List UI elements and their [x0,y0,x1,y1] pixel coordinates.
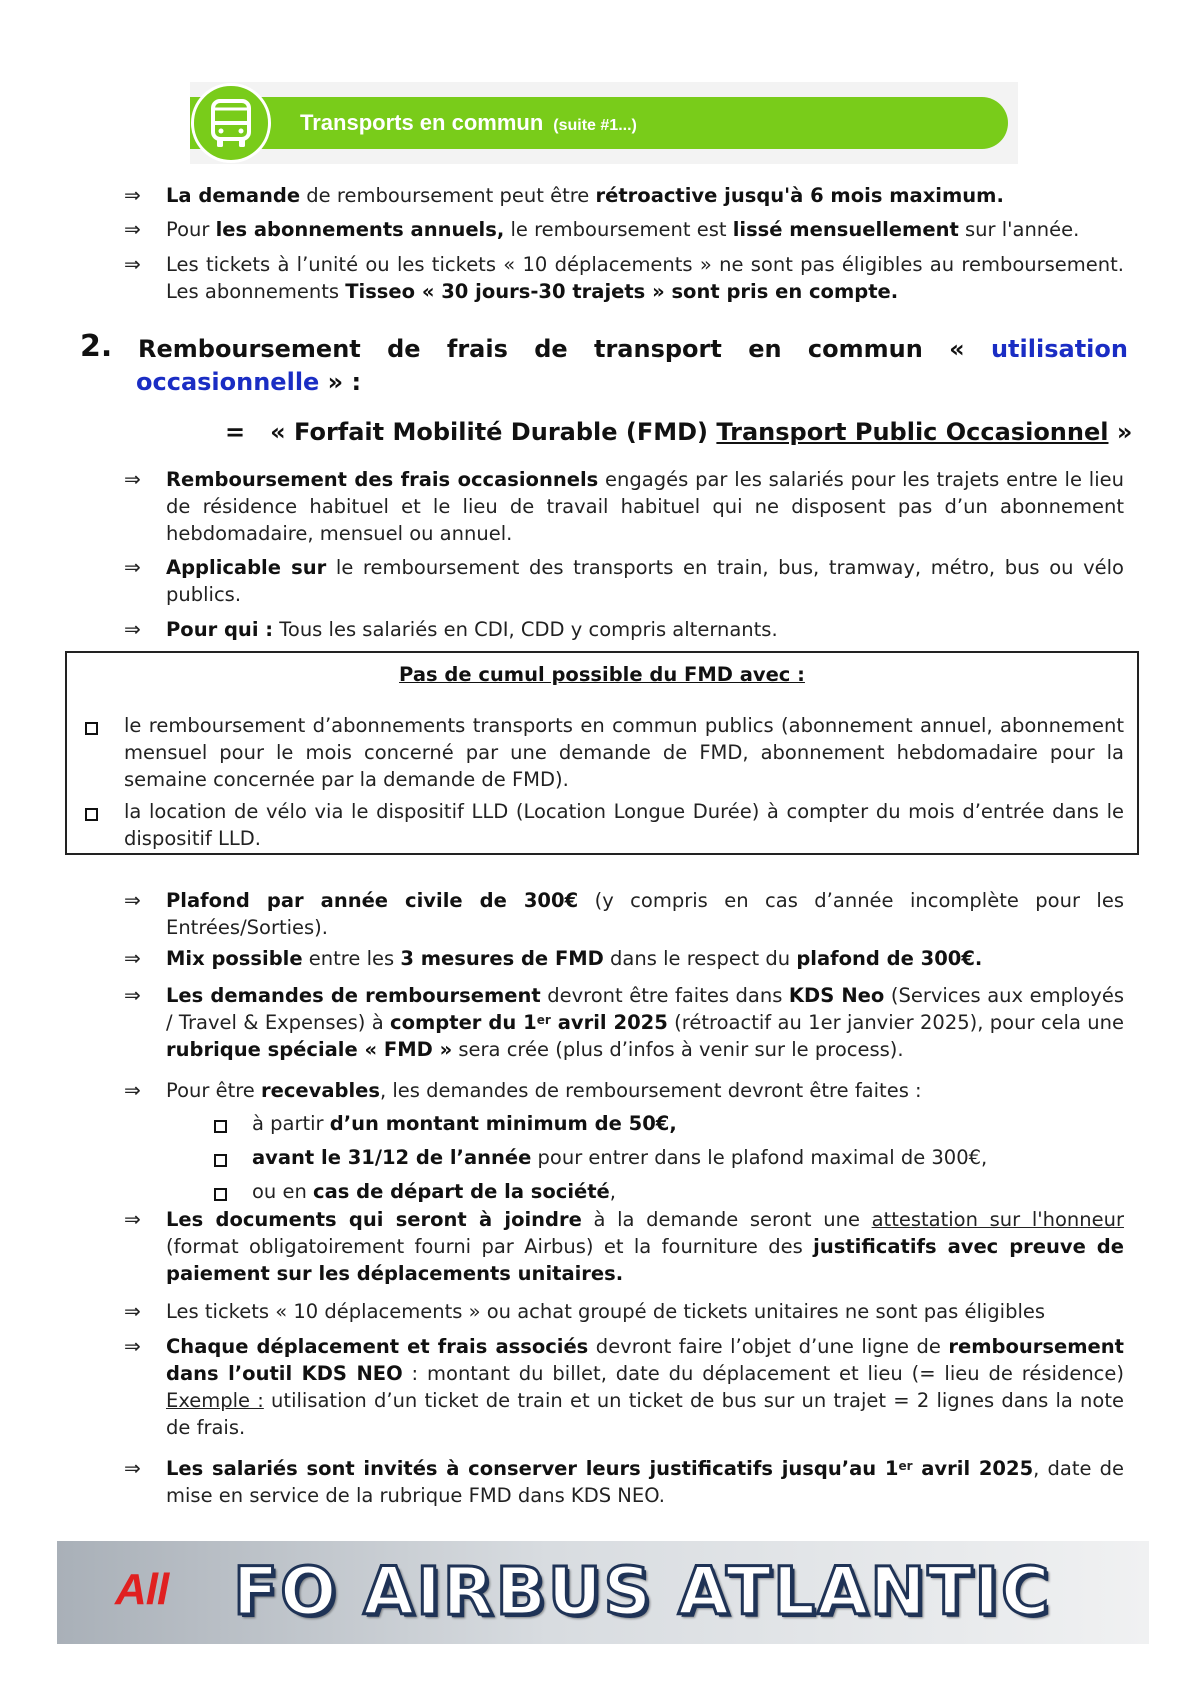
bullet-item [124,1298,1124,1325]
text-segment: Chaque déplacement et frais associés [166,1335,589,1358]
bullet-text [166,1077,1124,1104]
subrule-text [252,1110,1112,1137]
section-title-blue-2: occasionnelle [136,368,320,396]
text-segment: er [898,1459,913,1473]
arrow-bullet-icon: ⇒ [124,217,141,241]
bus-icon-badge [191,83,271,163]
text-segment: les abonnements annuels, [215,218,505,241]
section-title-word: en [748,335,782,363]
text-segment: rubrique spéciale « FMD » [166,1038,453,1061]
bullet-text [166,251,1124,305]
footer-all-logo: All [115,1565,169,1614]
checkbox-icon [85,808,98,821]
section-title-blue-1: utilisation [990,335,1128,363]
text-segment: avril 2025 [912,1457,1034,1480]
bullet-text [166,182,1124,209]
text-segment: Applicable sur [166,556,327,579]
arrow-bullet-icon: ⇒ [124,467,141,491]
text-segment: Plafond par année civile de 300€ [166,889,579,912]
text-segment: La demande [166,184,301,207]
bullet-text [166,616,1124,643]
section-title [138,333,1128,399]
text-segment: (Services aux employés / Travel & Expenses) à [166,984,1124,1034]
text-segment: Pour être [166,1079,261,1102]
bullet-text [166,466,1124,547]
text-segment: à partir [252,1112,330,1135]
bullet-text [166,1206,1124,1287]
text-segment: (format obligatoirement fourni par Airbus) et la fourniture des [166,1235,814,1258]
text-segment: 3 mesures de FMD [400,947,604,970]
checkbox-icon [214,1120,227,1133]
text-segment: Les demandes de remboursement [166,984,541,1007]
text-segment: recevables [261,1079,380,1102]
text-segment: Mix possible [166,947,303,970]
bullet-item [124,182,1124,209]
bullet-text [166,945,1124,972]
bullet-text [166,1455,1124,1509]
banner-subtitle: (suite #1...) [553,117,637,134]
bullet-item [124,251,1124,305]
text-segment: utilisation d’un ticket de train et un ticket de bus sur un trajet = 2 lignes dans la note de frais. [166,1389,1124,1439]
checkbox-icon [85,722,98,735]
text-segment: justificatifs avec preuve de paiement sur les déplacements unitaires. [166,1235,1124,1285]
text-segment: plafond de 300€. [796,947,983,970]
text-segment: dans le respect du [603,947,797,970]
arrow-bullet-icon: ⇒ [124,183,141,207]
bullet-item [124,554,1124,608]
text-segment: cas de départ de la société [313,1180,610,1203]
text-segment: devront être faites dans [540,984,789,1007]
text-segment: er [536,1013,551,1027]
text-segment: à la demande seront une [581,1208,872,1231]
arrow-bullet-icon: ⇒ [124,946,141,970]
arrow-bullet-icon: ⇒ [124,1207,141,1231]
text-segment: Tous les salariés en CDI, CDD y compris alternants. [273,618,778,641]
text-segment: Remboursement des frais occasionnels [166,468,599,491]
text-segment: Les documents qui seront à joindre [166,1208,582,1231]
text-segment: attestation sur l'honneur [871,1208,1124,1231]
subrule-text [252,1178,1112,1205]
text-segment: remboursement dans l’outil KDS NEO [166,1335,1124,1385]
bullet-text [166,216,1124,243]
arrow-bullet-icon: ⇒ [124,1456,141,1480]
arrow-bullet-icon: ⇒ [124,1299,141,1323]
text-segment: engagés par les salariés pour les trajets entre le lieu de résidence habituel et le lieu de travail habituel qui ne disposent pas d’un abonnement hebdomadaire, mensuel ou annuel. [166,468,1124,545]
section-title-line-1 [138,333,1128,366]
arrow-bullet-icon: ⇒ [124,1078,141,1102]
box-item: le remboursement d’abonnements transports en commun publics (abonnement annuel, abonnement mensuel pour le mois concerné par une demande de FMD, abonnement hebdomadaire pour la semaine concernée par la demande de FMD). [124,714,1124,791]
section-title-word: « [949,335,965,363]
text-segment: : montant du billet, date du déplacement et lieu (= lieu de résidence) [402,1362,1125,1385]
bullet-item [124,1333,1124,1441]
fmd-underlined: Transport Public Occasionnel [716,418,1109,446]
text-segment: compter du 1 [390,1011,537,1034]
text-segment: avril 2025 [550,1011,668,1034]
bullet-item [124,945,1124,972]
bullet-item [124,982,1124,1063]
footer-banner [57,1541,1149,1644]
text-segment: (rétroactif au 1er janvier 2025), pour cela une [667,1011,1125,1034]
text-segment: Tisseo « 30 jours-30 trajets » sont pris en compte. [345,280,899,303]
bullet-text [166,1333,1124,1441]
arrow-bullet-icon: ⇒ [124,1334,141,1358]
section-number: 2. [80,329,113,364]
section-title-word: de [534,335,568,363]
text-segment: devront faire l’objet d’une ligne de [588,1335,949,1358]
subrule-text [252,1144,1112,1171]
bullet-item [124,1077,1124,1104]
text-segment: (y compris en cas d’année incomplète pour les Entrées/Sorties). [166,889,1124,939]
text-segment: sur l'année. [958,218,1080,241]
arrow-bullet-icon: ⇒ [124,555,141,579]
bullet-item [124,616,1124,643]
text-segment: Les tickets « 10 déplacements » ou achat groupé de tickets unitaires ne sont pas éligibles [166,1300,1046,1323]
text-segment: Pour [166,218,216,241]
text-segment: rétroactive jusqu'à 6 mois maximum. [595,184,1004,207]
text-segment: de remboursement peut être [300,184,596,207]
arrow-bullet-icon: ⇒ [124,617,141,641]
text-segment: Exemple : [166,1389,264,1412]
arrow-bullet-icon: ⇒ [124,983,141,1007]
fmd-suffix: » [1108,418,1133,446]
section-title-end: » : [319,368,362,396]
text-segment: , les demandes de remboursement devront être faites : [379,1079,922,1102]
text-segment: , [609,1180,616,1203]
bullet-item [124,1455,1124,1509]
arrow-bullet-icon: ⇒ [124,252,141,276]
bullet-item [124,466,1124,547]
section-title-word: Remboursement [138,335,361,363]
bus-icon [208,98,254,150]
section-title-line-2 [136,366,1128,399]
text-segment: sera crée (plus d’infos à venir sur le process). [452,1038,904,1061]
text-segment: entre les [302,947,401,970]
section-title-word: commun [807,335,923,363]
bullet-item [124,216,1124,243]
section-title-word: de [387,335,421,363]
bullet-text [166,554,1124,608]
box-item: la location de vélo via le dispositif LLD (Location Longue Durée) à compter du mois d’entrée dans le dispositif LLD. [124,800,1124,850]
bullet-text [166,982,1124,1063]
text-segment: avant le 31/12 de l’année [252,1146,532,1169]
text-segment: KDS Neo [788,984,885,1007]
text-segment: , date de mise en service de la rubrique FMD dans KDS NEO. [166,1457,1124,1507]
fmd-prefix: = « Forfait Mobilité Durable (FMD) [225,418,717,446]
text-segment: ou en [252,1180,314,1203]
arrow-bullet-icon: ⇒ [124,888,141,912]
bullet-item [124,887,1124,941]
bullet-text [166,1298,1124,1325]
checkbox-icon [214,1188,227,1201]
bullet-text [166,887,1124,941]
section-banner [190,82,1018,164]
box-title: Pas de cumul possible du FMD avec : [399,663,805,686]
text-segment: pour entrer dans le plafond maximal de 300€, [531,1146,988,1169]
footer-brand: FO AIRBUS ATLANTIC [233,1553,1052,1630]
section-title-word: frais [446,335,508,363]
text-segment: le remboursement est [504,218,733,241]
text-segment: Pour qui : [166,618,274,641]
text-segment: le remboursement des transports en train, bus, tramway, métro, bus ou vélo publics. [166,556,1124,606]
checkbox-icon [214,1154,227,1167]
bullet-item [124,1206,1124,1287]
text-segment: lissé mensuellement [732,218,959,241]
section-title-word: transport [594,335,722,363]
fmd-subtitle [225,418,1132,446]
text-segment: Les tickets à l’unité ou les tickets « 10 déplacements » ne sont pas éligibles au remboursement. Les abonnements [166,253,1124,303]
banner-title: Transports en commun (suite #1...) [300,110,637,135]
text-segment: d’un montant minimum de 50€, [329,1112,677,1135]
text-segment: Les salariés sont invités à conserver leurs justificatifs jusqu’au 1 [166,1457,899,1480]
